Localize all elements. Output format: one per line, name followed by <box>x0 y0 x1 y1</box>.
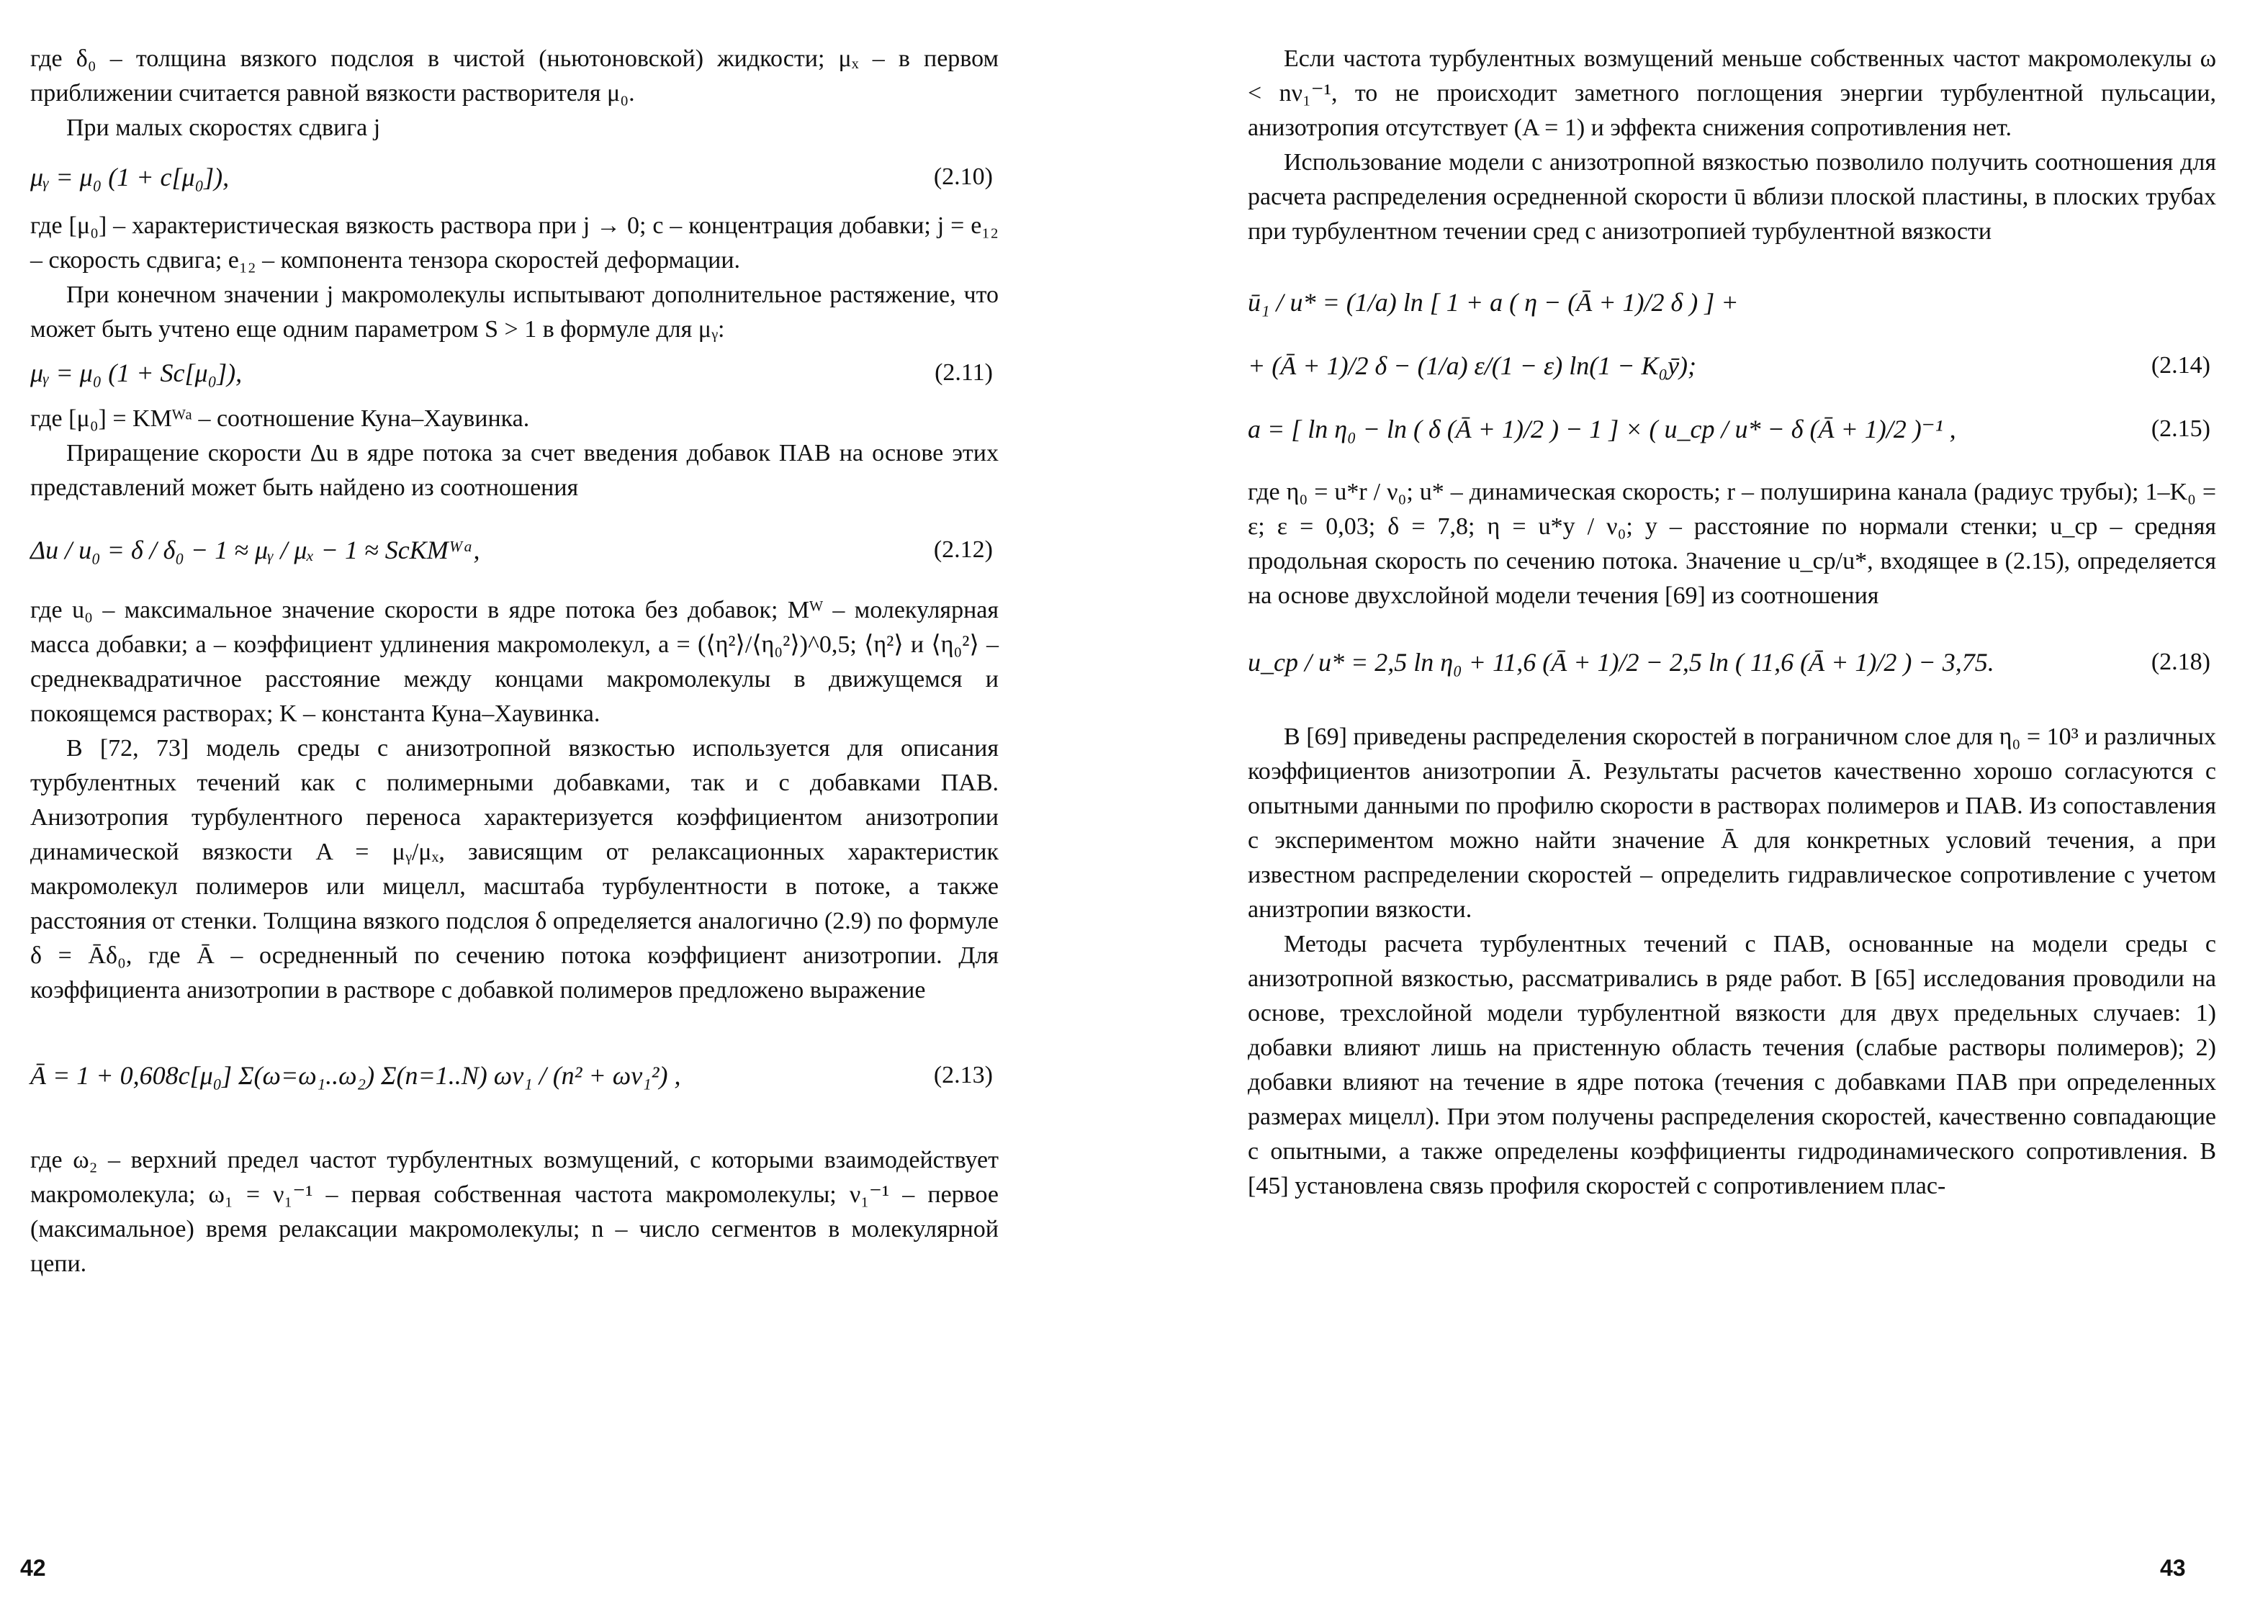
right-paragraph-5: Методы расчета турбулентных течений с ПАВ, основанные на модели среды с анизотропной вязкостью, рассматривались в ряде работ. В [65] исследования проводили на основе, трехслойной модели турбулентной вязкости для двух предельных случаев: 1) добавки влияют лишь на пристенную область течения (слабые растворы полимеров); 2) добавки влияют на течение в ядре потока (течения с добавками ПАВ при определенных размерах мицелл). При этом получены распределения скоростей, качественно совпадающие с опытными, а также определены коэффициенты гидродинамического сопротивления. В [45] установлена связь профиля скоростей с сопротивлением плас- <box>1248 931 2216 1199</box>
right-paragraph-1: Если частота турбулентных возмущений меньше собственных частот макромолекулы ω < nν₁⁻¹, то не происходит заметного поглощения энергии турбулентной пульсации, анизотропия отсутствует (A = 1) и эффекта снижения сопротивления нет. <box>1248 45 2216 141</box>
left-paragraph-9: где ω₂ – верхний предел частот турбулентных возмущений, с которыми взаимодействует макромолекула; ω₁ = ν₁⁻¹ – первая собственная частота макромолекулы; ν₁⁻¹ – первое (максимальное) время релаксации макромолекулы; n – число сегментов в молекулярной цепи. <box>30 1147 999 1277</box>
equation-2-14-line-2 <box>1248 341 2216 390</box>
left-paragraph-5: где [μ₀] = KMᵂᵃ – соотношение Куна–Хаувинка. <box>30 405 530 432</box>
equation-2-11 <box>30 356 999 390</box>
equation-2-15-number: (2.15) <box>2151 415 2210 442</box>
page-number-left: 42 <box>20 1555 46 1581</box>
equation-2-10-number: (2.10) <box>933 163 993 190</box>
equation-2-13 <box>30 1051 999 1100</box>
equation-2-12-formula: Δu / u₀ = δ / δ₀ − 1 ≈ μᵧ / μₓ − 1 ≈ ScKMᵂᵃ, <box>30 536 480 564</box>
equation-2-11-formula: μᵧ = μ₀ (1 + Sc[μ₀]), <box>30 358 243 387</box>
left-paragraph-1: где δ₀ – толщина вязкого подслоя в чистой (ньютоновской) жидкости; μₓ – в первом приближении считается равной вязкости растворителя μ₀. <box>30 45 999 107</box>
equation-2-14-number: (2.14) <box>2151 352 2210 379</box>
equation-2-10 <box>30 160 999 194</box>
left-page <box>30 42 999 1281</box>
page-number-right: 43 <box>2160 1555 2186 1581</box>
equation-2-14-line-1-formula: ū₁ / u* = (1/a) ln [ 1 + a ( η − (Ā + 1)/2 δ ) ] + <box>1248 288 1739 317</box>
equation-2-10-formula: μᵧ = μ₀ (1 + c[μ₀]), <box>30 163 230 191</box>
left-paragraph-3: где [μ₀] – характеристическая вязкость раствора при j → 0; c – концентрация добавки; j = e₁₂ – скорость сдвига; e₁₂ – компонента тензора скоростей деформации. <box>30 212 999 274</box>
equation-2-12-number: (2.12) <box>933 536 993 563</box>
equation-2-15 <box>1248 405 2216 454</box>
right-paragraph-3: где η₀ = u*r / ν₀; u* – динамическая скорость; r – полуширина канала (радиус трубы); 1–K₀ = ε; ε = 0,03; δ = 7,8; η = u*y / ν₀; y – расстояние по нормали стенки; u_cp – средняя продольная скорость по сечению потока. Значение u_cp/u*, входящее в (2.15), определяется на основе двухслойной модели течения [69] из соотношения <box>1248 479 2216 609</box>
equation-2-18-formula: u_cp / u* = 2,5 ln η₀ + 11,6 (Ā + 1)/2 − 2,5 ln ( 11,6 (Ā + 1)/2 ) − 3,75. <box>1248 648 1994 677</box>
equation-2-14-line-1 <box>1248 278 2216 327</box>
equation-2-12 <box>30 525 999 574</box>
right-paragraph-2: Использование модели с анизотропной вязкостью позволило получить соотношения для расчета распределения осредненной скорости ū вблизи плоской пластины, в плоских трубах при турбулентном течении сред с анизотропией турбулентной вязкости <box>1248 149 2216 245</box>
right-paragraph-4: В [69] приведены распределения скоростей в пограничном слое для η₀ = 10³ и различных коэффициентов анизотропии Ā. Результаты расчетов качественно хорошо согласуются с опытными данными по профилю скорости в растворах полимеров и ПАВ. Из сопоставления с экспериментом можно найти значение Ā для конкретных условий течения, а при известном распределении скоростей – определить гидравлическое сопротивление с учетом анизтропии вязкости. <box>1248 723 2216 923</box>
left-paragraph-4: При конечном значении j макромолекулы испытывают дополнительное растяжение, что может быть учтено еще одним параметром S > 1 в формуле для μᵧ: <box>30 281 999 343</box>
left-paragraph-7: где u₀ – максимальное значение скорости в ядре потока без добавок; Mᵂ – молекулярная масса добавки; a – коэффициент удлинения макромолекул, a = (⟨η²⟩/⟨η₀²⟩)^0,5; ⟨η²⟩ и ⟨η₀²⟩ – среднеквадратичное расстояние между концами макромолекулы в движущемся и покоящемся растворах; K – константа Куна–Хаувинка. <box>30 597 999 727</box>
equation-2-14-line-2-formula: + (Ā + 1)/2 δ − (1/a) ε/(1 − ε) ln(1 − K₀ȳ); <box>1248 351 1696 380</box>
equation-2-11-number: (2.11) <box>935 359 993 386</box>
equation-2-18 <box>1248 638 2216 687</box>
equation-2-18-number: (2.18) <box>2151 649 2210 675</box>
equation-2-13-formula: Ā = 1 + 0,608c[μ₀] Σ(ω=ω₁..ω₂) Σ(n=1..N) ων₁ / (n² + ων₁²) , <box>30 1061 681 1090</box>
left-paragraph-8: В [72, 73] модель среды с анизотропной вязкостью используется для описания турбулентных течений как с полимерными добавками, так и с добавками ПАВ. Анизотропия турбулентного переноса характеризуется коэффициентом анизотропии динамической вязкости A = μᵧ/μₓ, зависящим от релаксационных характеристик макромолекул полимеров или мицелл, масштаба турбулентности в потоке, а также расстояния от стенки. Толщина вязкого подслоя δ определяется аналогично (2.9) по формуле δ = Āδ₀, где Ā – осредненный по сечению потока коэффициент анизотропии. Для коэффициента анизотропии в растворе с добавкой полимеров предложено выражение <box>30 735 999 1003</box>
right-page <box>1248 42 2216 1204</box>
equation-2-13-number: (2.13) <box>933 1062 993 1088</box>
left-paragraph-6: Приращение скорости Δu в ядре потока за счет введения добавок ПАВ на основе этих представлений может быть найдено из соотношения <box>30 440 999 501</box>
left-paragraph-2: При малых скоростях сдвига j <box>66 114 381 141</box>
equation-2-15-formula: a = [ ln η₀ − ln ( δ (Ā + 1)/2 ) − 1 ] × ( u_cp / u* − δ (Ā + 1)/2 )⁻¹ , <box>1248 415 1956 443</box>
